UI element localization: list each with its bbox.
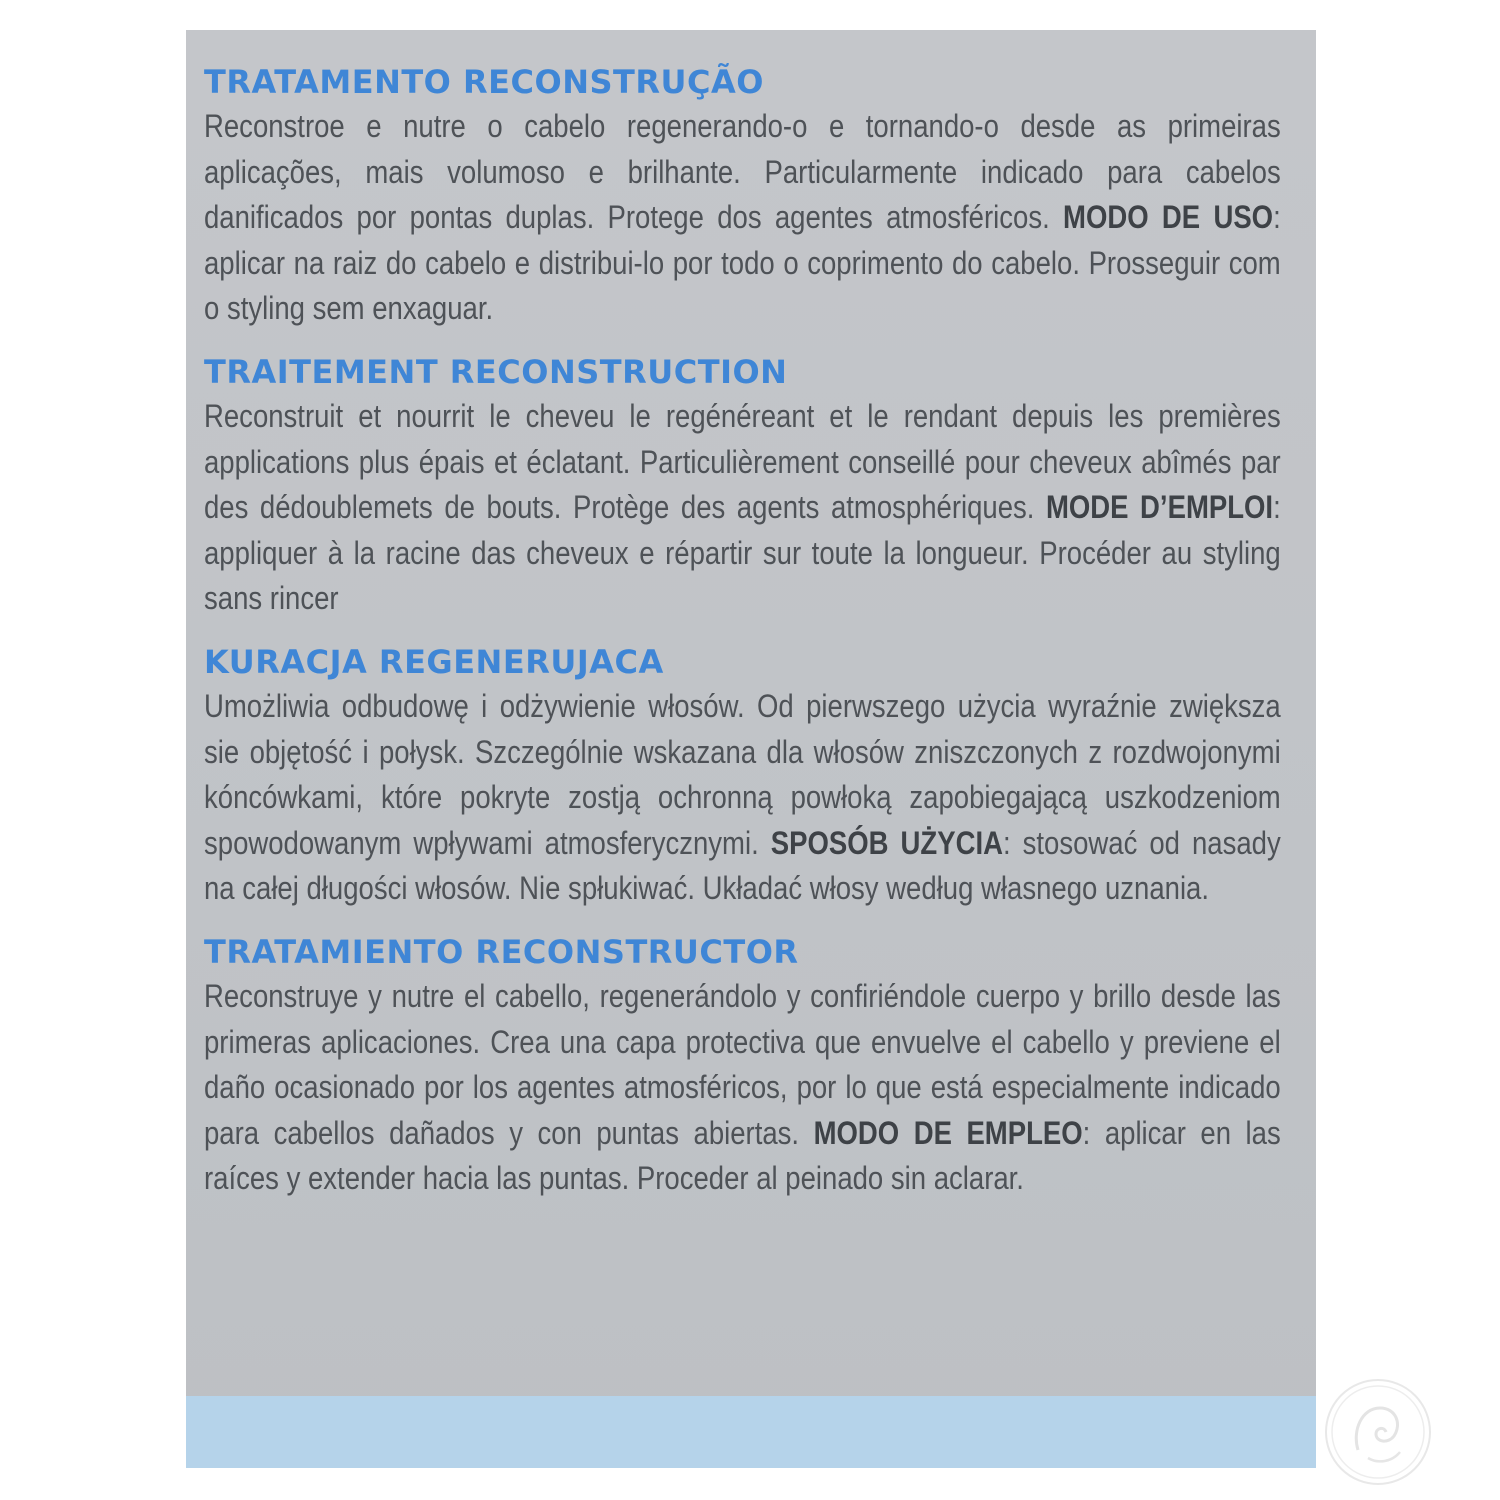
blue-color-band xyxy=(186,1396,1316,1468)
usage-label: SPOSÓB UŻYCIA xyxy=(770,824,1003,861)
section-body xyxy=(204,104,1281,332)
body-text: Reconstruit et nourrit le cheveu le regénéreant et le rendant depuis les premières applications plus épais et éclatant. Particulièrement conseillé pour cheveux abîmés par des dédoublemets de bouts. Protège des agents atmosphériques. xyxy=(204,397,1281,526)
section-heading: TRATAMENTO RECONSTRUÇÃO xyxy=(204,63,764,101)
section-heading: KURACJA REGENERUJACA xyxy=(204,642,664,681)
section-spanish xyxy=(204,930,1281,1202)
section-heading: TRATAMIENTO RECONSTRUCTOR xyxy=(204,932,799,971)
body-text: Reconstroe e nutre o cabelo regenerando-o e tornando-o desde as primeiras aplicações, mais volumoso e brilhante. Particularmente indicado para cabelos danificados por pontas duplas. Protege dos agentes atmosféricos. xyxy=(204,108,1281,236)
usage-label: MODO DE USO xyxy=(1063,199,1274,236)
logo-watermark-icon xyxy=(1318,1372,1438,1492)
usage-text: : aplicar na raiz do cabelo e distribui-lo por todo o coprimento do cabelo. Prosseguir com o styling sem enxaguar. xyxy=(204,199,1281,327)
usage-text: : aplicar en las raíces y extender hacia las puntas. Proceder al peinado sin aclarar. xyxy=(204,1114,1281,1197)
label-content xyxy=(204,60,1281,1220)
section-french xyxy=(204,350,1281,622)
usage-label: MODE D’EMPLOI xyxy=(1045,489,1274,526)
label-panel xyxy=(186,30,1316,1468)
section-heading: TRAITEMENT RECONSTRUCTION xyxy=(204,352,788,391)
usage-text: : appliquer à la racine das cheveux e répartir sur toute la longueur. Procéder au styling sans rincer xyxy=(204,489,1281,617)
body-text: Reconstruye y nutre el cabello, regenerándolo y confiriéndole cuerpo y brillo desde las primeras aplicaciones. Crea una capa protectiva que envuelve el cabello y previene el daño ocasionado por los agentes atmosféricos, por lo que está especialmente indicado para cabellos dañados y con puntas abiertas. xyxy=(204,977,1281,1151)
usage-label: MODO DE EMPLEO xyxy=(813,1114,1083,1151)
body-text: Umożliwia odbudowę i odżywienie włosów. Od pierwszego użycia wyraźnie zwiększa sie objętość i połysk. Szczególnie wskazana dla włosów zniszczonych z rozdwojonymi kóncówkami, które pokryte zostją ochronną powłoką zapobiegającą uszkodzeniom spowodowanym wpływami atmosferycznymi. xyxy=(204,687,1281,861)
usage-text: : stosować od nasady na całej długości włosów. Nie spłukiwać. Układać włosy według własnego uznania. xyxy=(204,824,1281,907)
section-polish xyxy=(204,640,1281,912)
section-body xyxy=(204,684,1281,912)
section-portuguese xyxy=(204,60,1281,332)
section-body xyxy=(204,394,1281,622)
section-body xyxy=(204,974,1281,1202)
